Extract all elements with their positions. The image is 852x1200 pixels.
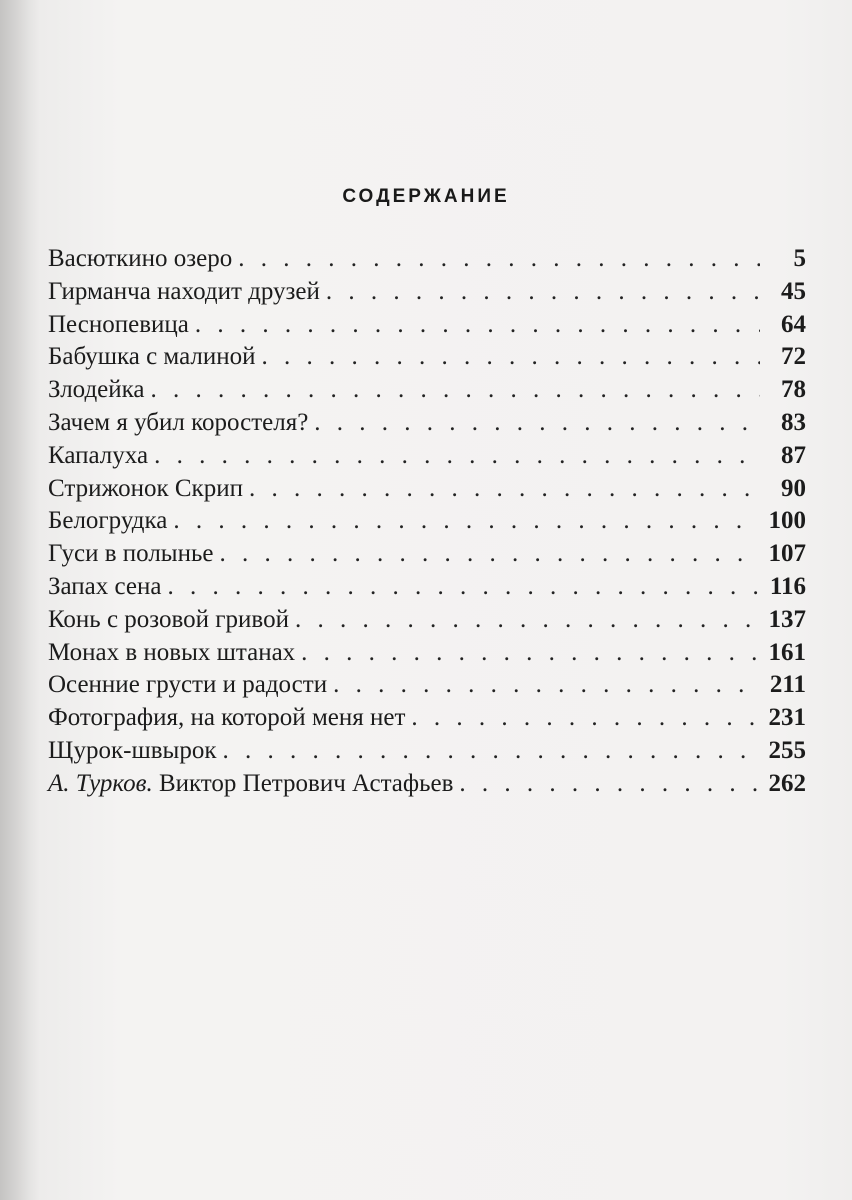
toc-entry[interactable] <box>48 473 806 506</box>
toc-entry[interactable] <box>48 735 806 768</box>
toc-leader-dots <box>154 440 760 473</box>
toc-entry[interactable] <box>48 768 806 801</box>
toc-title: Конь с розовой гривой <box>48 605 289 633</box>
toc-entry[interactable] <box>48 276 806 309</box>
toc-entry[interactable] <box>48 571 806 604</box>
toc-entry[interactable] <box>48 243 806 276</box>
toc-title: Гуси в полынье <box>48 540 214 568</box>
toc-entry[interactable] <box>48 505 806 538</box>
toc-title: Фотография, на которой меня нет <box>48 704 406 732</box>
toc-leader-dots <box>262 341 760 374</box>
toc-title: Стрижонок Скрип <box>48 474 243 502</box>
toc-leader-dots <box>168 571 761 604</box>
toc-leader-dots <box>333 669 760 702</box>
toc-leader-dots <box>295 604 760 637</box>
toc-page-number: 64 <box>781 310 806 338</box>
toc-entry[interactable] <box>48 604 806 637</box>
toc-page-number: 87 <box>781 441 806 469</box>
toc-title: Зачем я убил коростеля? <box>48 408 309 436</box>
toc-page-number: 116 <box>769 572 806 600</box>
toc-page-number: 72 <box>781 343 806 371</box>
toc-page-number: 100 <box>768 507 806 535</box>
toc-leader-dots <box>459 768 760 801</box>
toc-leader-dots <box>411 702 760 735</box>
toc-entry[interactable] <box>48 309 806 342</box>
toc-leader-dots <box>314 407 760 440</box>
toc-title: Белогрудка <box>48 507 168 535</box>
toc-entry[interactable] <box>48 440 806 473</box>
toc-title: Капалуха <box>48 441 149 469</box>
table-of-contents <box>48 243 806 801</box>
toc-leader-dots <box>219 538 760 571</box>
toc-page-number: 262 <box>768 769 806 797</box>
toc-leader-dots <box>173 505 760 538</box>
toc-page-number: 83 <box>781 408 806 436</box>
toc-title: Васюткино озеро <box>48 245 233 272</box>
toc-page-number: 78 <box>781 376 806 404</box>
toc-page-number: 90 <box>781 474 806 502</box>
toc-title: Монах в новых штанах <box>48 638 296 666</box>
toc-page-number: 211 <box>769 671 806 699</box>
toc-title: Бабушка с малиной <box>48 343 256 371</box>
toc-leader-dots <box>326 276 760 309</box>
toc-page-number: 5 <box>793 245 806 272</box>
toc-leader-dots <box>151 374 760 407</box>
toc-leader-dots <box>249 473 760 506</box>
toc-leader-dots <box>301 637 760 670</box>
toc-page-number: 107 <box>768 540 806 568</box>
spine-shadow <box>0 0 40 1200</box>
toc-entry[interactable] <box>48 374 806 407</box>
toc-page-number: 45 <box>781 277 806 305</box>
toc-title: А. Турков. Виктор Петрович Астафьев <box>48 769 454 797</box>
toc-title: Щурок-швырок <box>48 736 217 764</box>
toc-title: Песнопевица <box>48 310 189 338</box>
toc-page-number: 161 <box>768 638 806 666</box>
toc-page-number: 231 <box>768 704 806 732</box>
contents-heading: СОДЕРЖАНИЕ <box>342 186 510 207</box>
toc-entry[interactable] <box>48 341 806 374</box>
toc-entry[interactable] <box>48 407 806 440</box>
toc-entry[interactable] <box>48 637 806 670</box>
toc-title: Злодейка <box>48 376 145 404</box>
toc-entry[interactable] <box>48 669 806 702</box>
toc-title: Гирманча находит друзей <box>48 277 320 305</box>
toc-title: Осенние грусти и радости <box>48 671 328 699</box>
toc-title: Запах сена <box>48 572 162 600</box>
toc-entry[interactable] <box>48 702 806 735</box>
toc-page-number: 137 <box>768 605 806 633</box>
toc-author: А. Турков. <box>48 769 153 797</box>
toc-leader-dots <box>195 309 760 342</box>
toc-leader-dots <box>223 735 761 768</box>
toc-leader-dots <box>238 243 760 276</box>
toc-entry[interactable] <box>48 538 806 571</box>
toc-page-number: 255 <box>768 736 806 764</box>
